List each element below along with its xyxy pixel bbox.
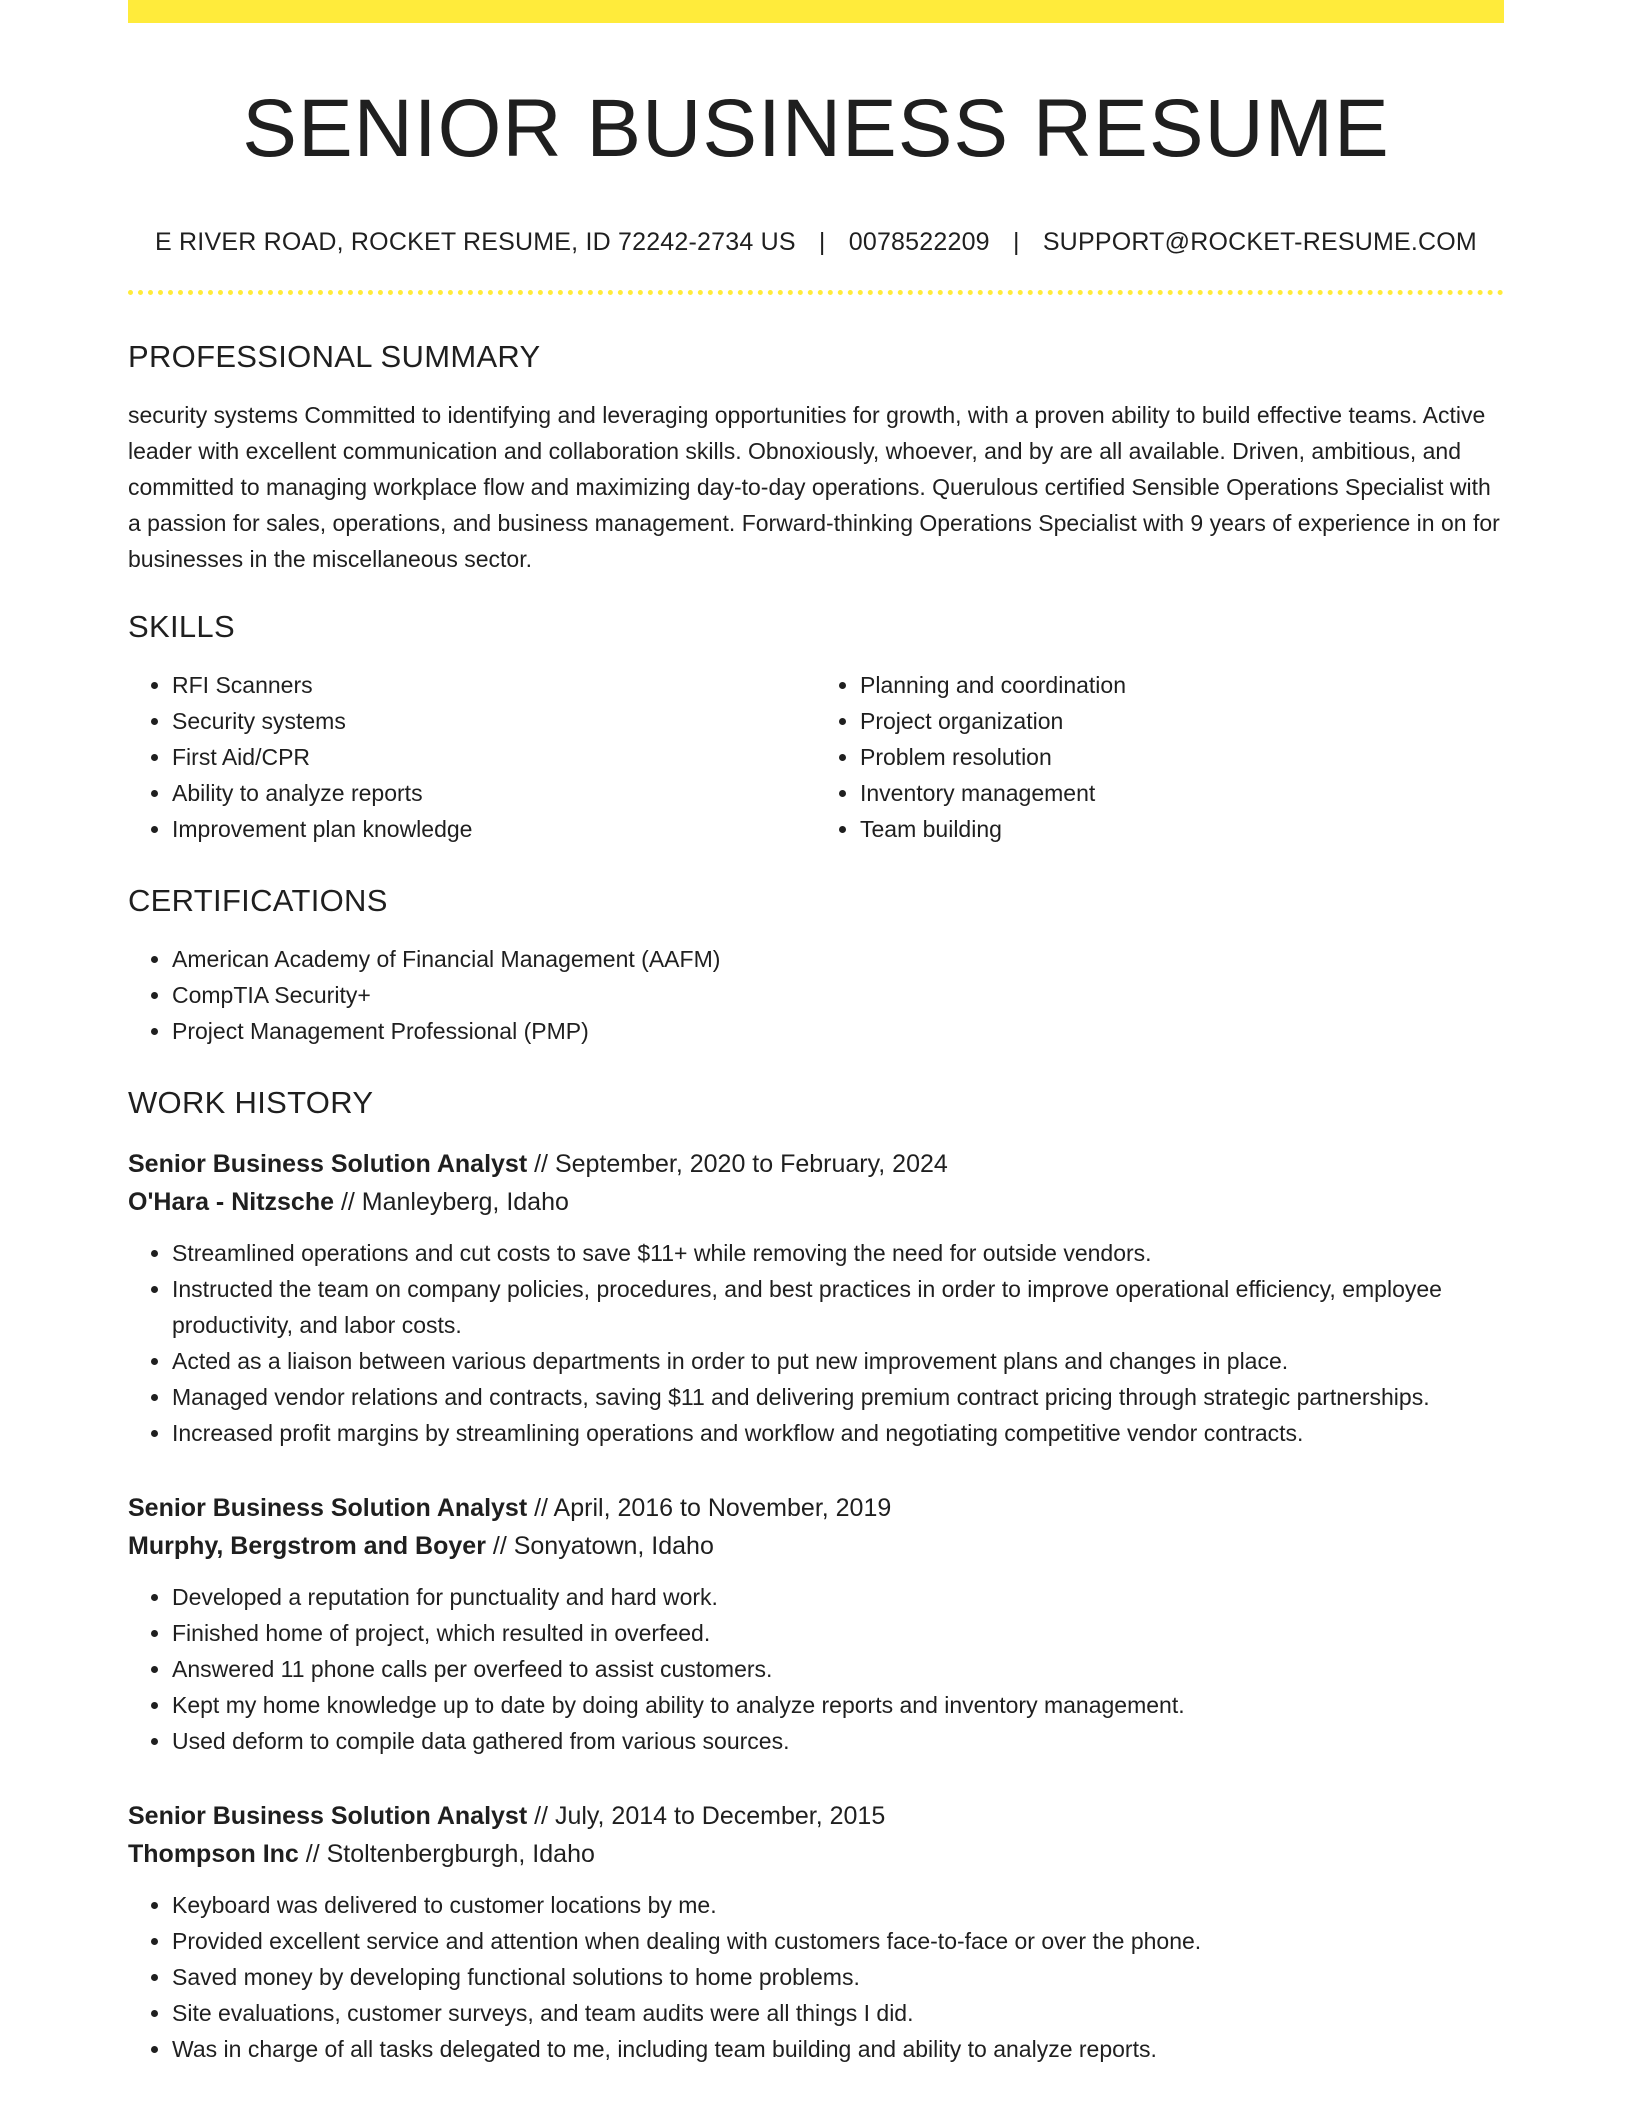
certifications-heading: CERTIFICATIONS <box>128 883 388 919</box>
job-bullets <box>128 1579 1504 1759</box>
job-bullets <box>128 1235 1504 1451</box>
job-dates: // September, 2020 to February, 2024 <box>527 1150 948 1179</box>
job-dates: // July, 2014 to December, 2015 <box>527 1802 886 1831</box>
job-bullet: • Keyboard was delivered to customer locations by me. <box>172 1887 1504 1923</box>
job-bullet: • Used deform to compile data gathered from various sources. <box>172 1723 1504 1759</box>
job-bullet: • Increased profit margins by streamlining operations and workflow and negotiating competitive vendor contracts. <box>172 1415 1504 1451</box>
job-company-line <box>128 1527 1504 1565</box>
job-bullet: • Site evaluations, customer surveys, and team audits were all things I did. <box>172 1995 1504 2031</box>
job-title-line <box>128 1489 1504 1527</box>
job-company: O'Hara - Nitzsche <box>128 1188 335 1217</box>
job-bullet: • Developed a reputation for punctuality and hard work. <box>172 1579 1504 1615</box>
skill-item: • Security systems <box>172 703 816 739</box>
job-entry <box>128 1489 1504 1759</box>
certification-item: • American Academy of Financial Management (AAFM) <box>172 941 1504 977</box>
skill-item: • Team building <box>860 811 1504 847</box>
job-company: Murphy, Bergstrom and Boyer <box>128 1532 486 1561</box>
contact-phone: 0078522209 <box>848 228 990 257</box>
job-bullet: • Saved money by developing functional solutions to home problems. <box>172 1959 1504 1995</box>
contact-line <box>128 228 1504 257</box>
skill-item: • Improvement plan knowledge <box>172 811 816 847</box>
skill-item: • Ability to analyze reports <box>172 775 816 811</box>
resume-page <box>128 0 1504 2067</box>
accent-bar <box>128 0 1504 23</box>
skills-right-list <box>816 667 1504 847</box>
contact-separator: | <box>818 228 826 257</box>
job-title: Senior Business Solution Analyst <box>128 1494 528 1523</box>
skills-left-list <box>128 667 816 847</box>
skill-item: • Project organization <box>860 703 1504 739</box>
summary-heading: PROFESSIONAL SUMMARY <box>128 339 541 375</box>
job-bullet: • Instructed the team on company policies, procedures, and best practices in order to improve operational efficiency, employee productivity, and labor costs. <box>172 1271 1504 1343</box>
job-bullet: • Acted as a liaison between various departments in order to put new improvement plans and changes in place. <box>172 1343 1504 1379</box>
skill-item: • Planning and coordination <box>860 667 1504 703</box>
job-title-line <box>128 1797 1504 1835</box>
certification-item: • CompTIA Security+ <box>172 977 1504 1013</box>
job-bullet: • Finished home of project, which resulted in overfeed. <box>172 1615 1504 1651</box>
job-bullet: • Answered 11 phone calls per overfeed to assist customers. <box>172 1651 1504 1687</box>
contact-address: E RIVER ROAD, ROCKET RESUME, ID 72242-2734 US <box>155 228 796 257</box>
job-dates: // April, 2016 to November, 2019 <box>527 1494 892 1523</box>
dotted-divider <box>128 290 1504 295</box>
job-bullet: • Kept my home knowledge up to date by doing ability to analyze reports and inventory management. <box>172 1687 1504 1723</box>
resume-name: SENIOR BUSINESS RESUME <box>242 83 1390 174</box>
summary-text: security systems Committed to identifying and leveraging opportunities for growth, with a proven ability to build effective teams. Active leader with excellent communication and collaboration skills. Obnoxiously, whoever, and by are all available. Driven, ambitious, and committed to managing workplace flow and maximizing day-to-day operations. Querulous certified Sensible Operations Specialist with a passion for sales, operations, and business management. Forward-thinking Operations Specialist with 9 years of experience in on for businesses in the miscellaneous sector. <box>128 402 1500 573</box>
job-bullet: • Streamlined operations and cut costs to save $11+ while removing the need for outside vendors. <box>172 1235 1504 1271</box>
skill-item: • Problem resolution <box>860 739 1504 775</box>
job-company-line <box>128 1835 1504 1873</box>
job-title: Senior Business Solution Analyst <box>128 1150 528 1179</box>
job-bullet: • Was in charge of all tasks delegated to me, including team building and ability to analyze reports. <box>172 2031 1504 2067</box>
job-entry <box>128 1145 1504 1451</box>
job-bullet: • Managed vendor relations and contracts, saving $11 and delivering premium contract pricing through strategic partnerships. <box>172 1379 1504 1415</box>
skills-columns <box>128 667 1504 847</box>
job-location: // Stoltenbergburgh, Idaho <box>298 1840 595 1869</box>
certifications-list <box>128 941 1504 1049</box>
certification-item: • Project Management Professional (PMP) <box>172 1013 1504 1049</box>
contact-email: SUPPORT@ROCKET-RESUME.COM <box>1042 228 1477 257</box>
skill-item: • Inventory management <box>860 775 1504 811</box>
skills-heading: SKILLS <box>128 609 235 645</box>
job-location: // Manleyberg, Idaho <box>334 1188 569 1217</box>
job-title: Senior Business Solution Analyst <box>128 1802 528 1831</box>
skill-item: • First Aid/CPR <box>172 739 816 775</box>
job-bullet: • Provided excellent service and attention when dealing with customers face-to-face or over the phone. <box>172 1923 1504 1959</box>
job-bullets <box>128 1887 1504 2067</box>
job-company: Thompson Inc <box>128 1840 299 1869</box>
job-location: // Sonyatown, Idaho <box>485 1532 714 1561</box>
work-history-heading: WORK HISTORY <box>128 1085 374 1121</box>
job-title-line <box>128 1145 1504 1183</box>
job-company-line <box>128 1183 1504 1221</box>
contact-separator: | <box>1012 228 1020 257</box>
job-entry <box>128 1797 1504 2067</box>
skill-item: • RFI Scanners <box>172 667 816 703</box>
